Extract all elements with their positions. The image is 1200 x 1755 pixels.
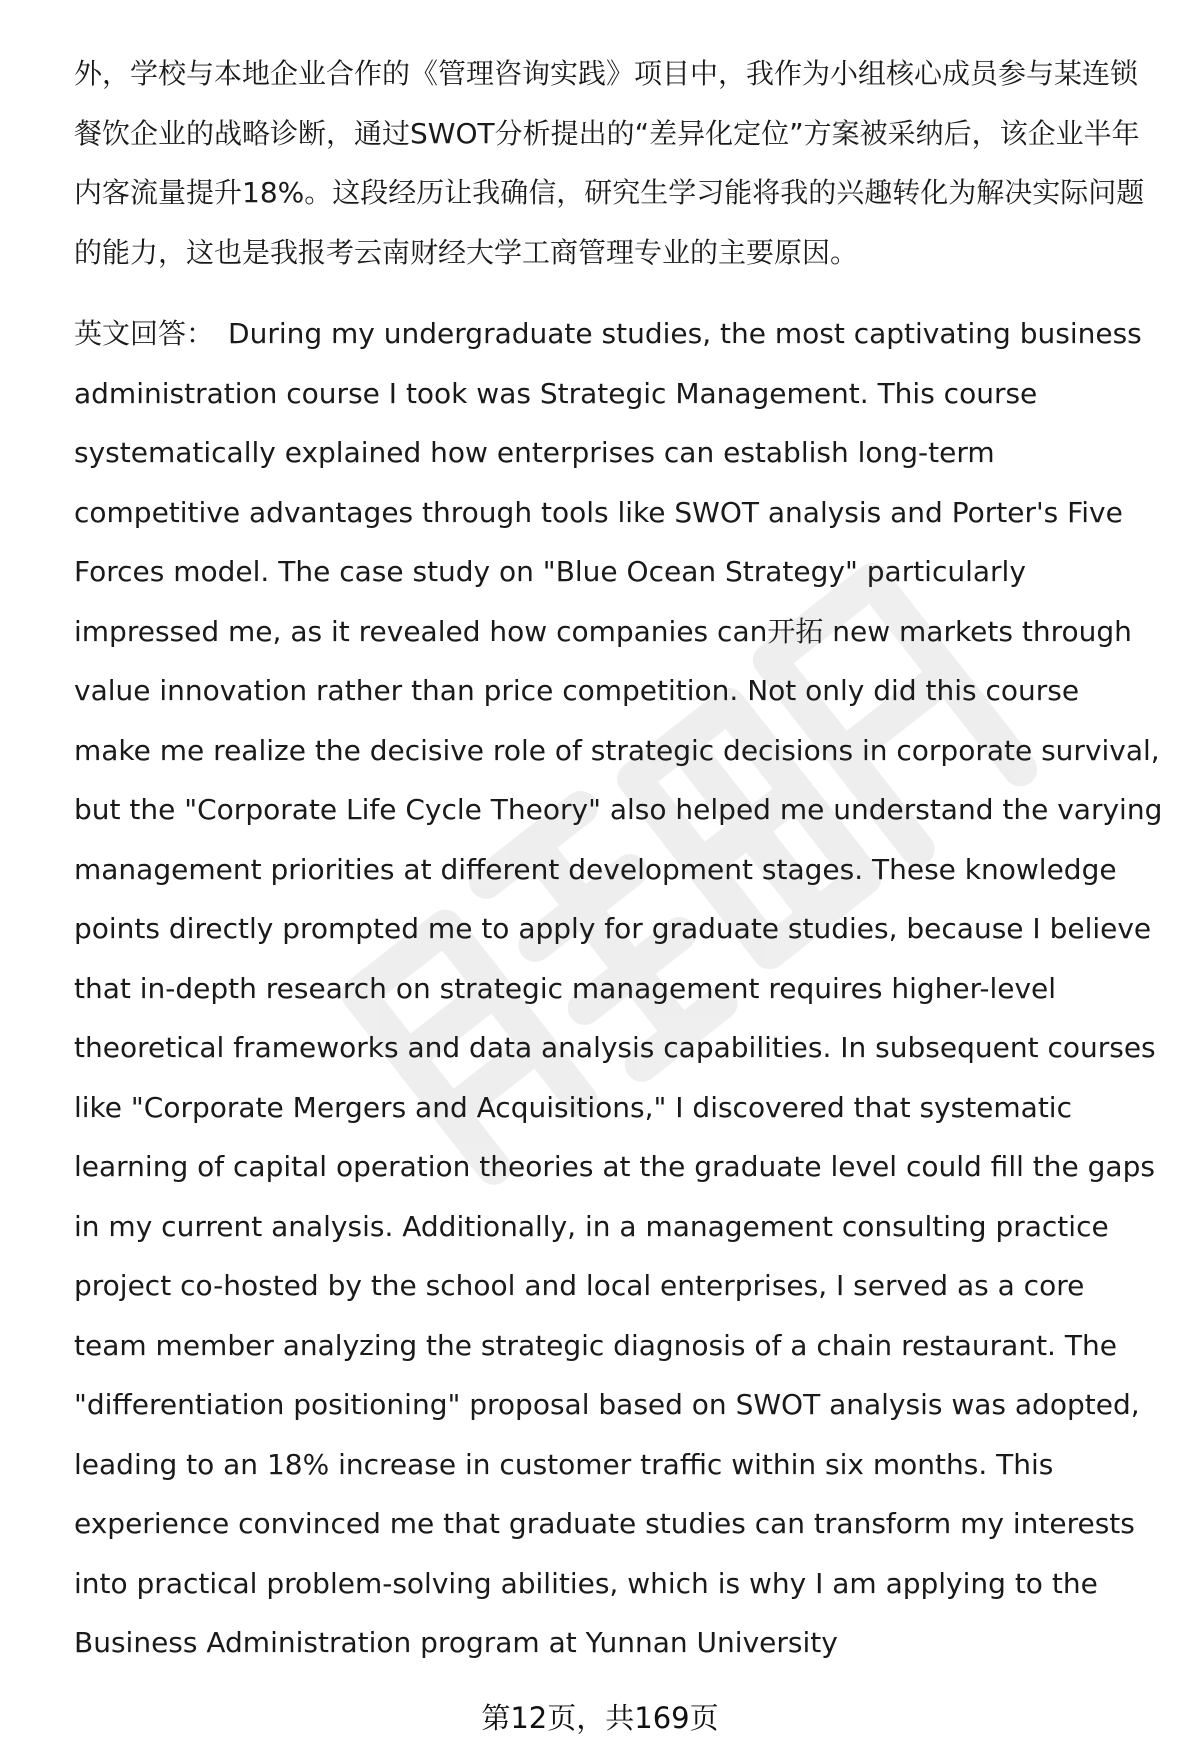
english-answer-label: 英文回答： [74, 317, 215, 350]
english-answer-paragraph [74, 304, 1164, 1673]
english-answer-text: During my undergraduate studies, the most captivating business administration course I took was Strategic Management. This course systematically explained how enterprises can establish long-term competitive advantages through tools like SWOT analysis and Porter's Five Forces model. The case study on "Blue Ocean Strategy" particularly impressed me, as it revealed how companies can开拓 new markets through value innovation rather than price competition. Not only did this course make me realize the decisive role of strategic decisions in corporate survival, but the "Corporate Life Cycle Theory" also helped me understand the varying management priorities at different development stages. These knowledge points directly prompted me to apply for graduate studies, because I believe that in-depth research on strategic management requires higher-level theoretical frameworks and data analysis capabilities. In subsequent courses like "Corporate Mergers and Acquisitions," I discovered that systematic learning of capital operation theories at the graduate level could fill the gaps in my current analysis. Additionally, in a management consulting practice project co-hosted by the school and local enterprises, I served as a core team member analyzing the strategic diagnosis of a chain restaurant. The "differentiation positioning" proposal based on SWOT analysis was adopted, leading to an 18% increase in customer traffic within six months. This experience convinced me that graduate studies can transform my interests into practical problem-solving abilities, which is why I am applying to the Business Administration program at Yunnan University [74, 317, 1163, 1659]
page-indicator: 第12页，共169页 [481, 1701, 719, 1735]
document-body [74, 44, 1164, 1673]
chinese-paragraph: 外，学校与本地企业合作的《管理咨询实践》项目中，我作为小组核心成员参与某连锁餐饮企业的战略诊断，通过SWOT分析提出的“差异化定位”方案被采纳后，该企业半年内客流量提升18%。这段经历让我确信，研究生学习能将我的兴趣转化为解决实际问题的能力，这也是我报考云南财经大学工商管理专业的主要原因。 [74, 57, 1145, 269]
